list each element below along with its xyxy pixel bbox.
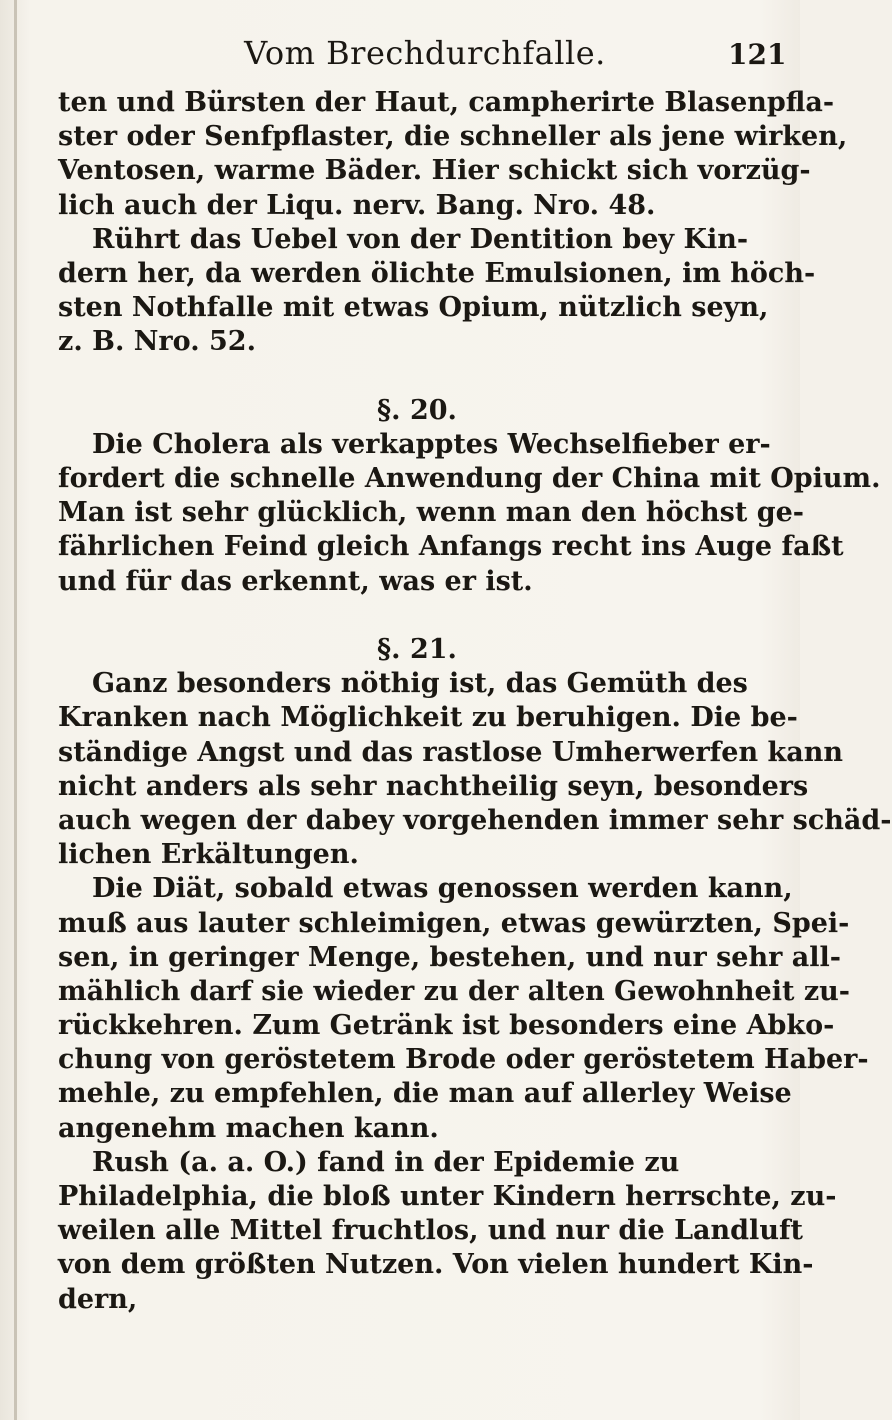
text-line: ständige Angst und das rastlose Umherwerfen kann: [58, 736, 843, 768]
text-line: dern,: [58, 1283, 138, 1315]
text-line: und für das erkennt, was er ist.: [58, 565, 533, 597]
running-head: Vom Brechdurchfalle.: [244, 34, 606, 72]
text-line: mehle, zu empfehlen, die man auf allerley Weise: [58, 1078, 792, 1110]
text-line: Rührt das Uebel von der Dentition bey Kin-: [92, 223, 749, 255]
binding-edge: [14, 0, 17, 1420]
text-line: von dem größten Nutzen. Von vielen hundert Kin-: [58, 1249, 814, 1281]
text-line: weilen alle Mittel fruchtlos, und nur die Landluft: [58, 1215, 804, 1247]
text-line: Philadelphia, die bloß unter Kindern herrschte, zu-: [58, 1181, 837, 1212]
text-line: Man ist sehr glücklich, wenn man den höchst ge-: [58, 497, 804, 529]
text-line: mählich darf sie wieder zu der alten Gewohnheit zu-: [58, 975, 851, 1007]
section-heading: §. 20.: [377, 394, 457, 426]
text-line: dern her, da werden ölichte Emulsionen, im höch-: [58, 257, 816, 289]
text-line: nicht anders als sehr nachtheilig seyn, besonders: [58, 770, 809, 802]
text-line: Ventosen, warme Bäder. Hier schickt sich vorzüg-: [58, 155, 811, 187]
text-line: [58, 360, 776, 394]
text-line: [58, 599, 776, 633]
text-line: fordert die schnelle Anwendung der China mit Opium.: [58, 463, 881, 495]
text-line: ten und Bürsten der Haut, campherirte Blasenpfla-: [58, 87, 835, 118]
text-line: chung von geröstetem Brode oder geröstetem Haber-: [58, 1044, 869, 1076]
text-line: auch wegen der dabey vorgehenden immer sehr schäd-: [58, 804, 892, 836]
page-number: 121: [728, 38, 787, 71]
text-line: ster oder Senfpflaster, die schneller als jene wirken,: [58, 121, 848, 153]
text-line: Ganz besonders nöthig ist, das Gemüth des: [92, 668, 748, 700]
text-line: z. B. Nro. 52.: [58, 326, 256, 358]
page-header: [0, 28, 800, 78]
text-line: Die Cholera als verkapptes Wechselfieber er-: [92, 428, 771, 460]
body-text: [58, 86, 892, 1317]
text-line: lichen Erkältungen.: [58, 839, 359, 871]
text-line: fährlichen Feind gleich Anfangs recht ins Auge faßt: [58, 531, 844, 563]
text-line: rückkehren. Zum Getränk ist besonders eine Abko-: [58, 1010, 835, 1042]
text-line: lich auch der Liqu. nerv. Bang. Nro. 48.: [58, 189, 656, 221]
text-line: Kranken nach Möglichkeit zu beruhigen. Die be-: [58, 702, 798, 734]
text-line: sten Nothfalle mit etwas Opium, nützlich seyn,: [58, 292, 769, 324]
text-line: angenehm machen kann.: [58, 1112, 439, 1144]
text-line: Rush (a. a. O.) fand in der Epidemie zu: [92, 1146, 680, 1178]
text-line: muß aus lauter schleimigen, etwas gewürzten, Spei-: [58, 907, 850, 939]
section-heading: §. 21.: [377, 634, 457, 665]
text-line: Die Diät, sobald etwas genossen werden kann,: [92, 873, 793, 905]
text-line: sen, in geringer Menge, bestehen, und nur sehr all-: [58, 941, 841, 973]
